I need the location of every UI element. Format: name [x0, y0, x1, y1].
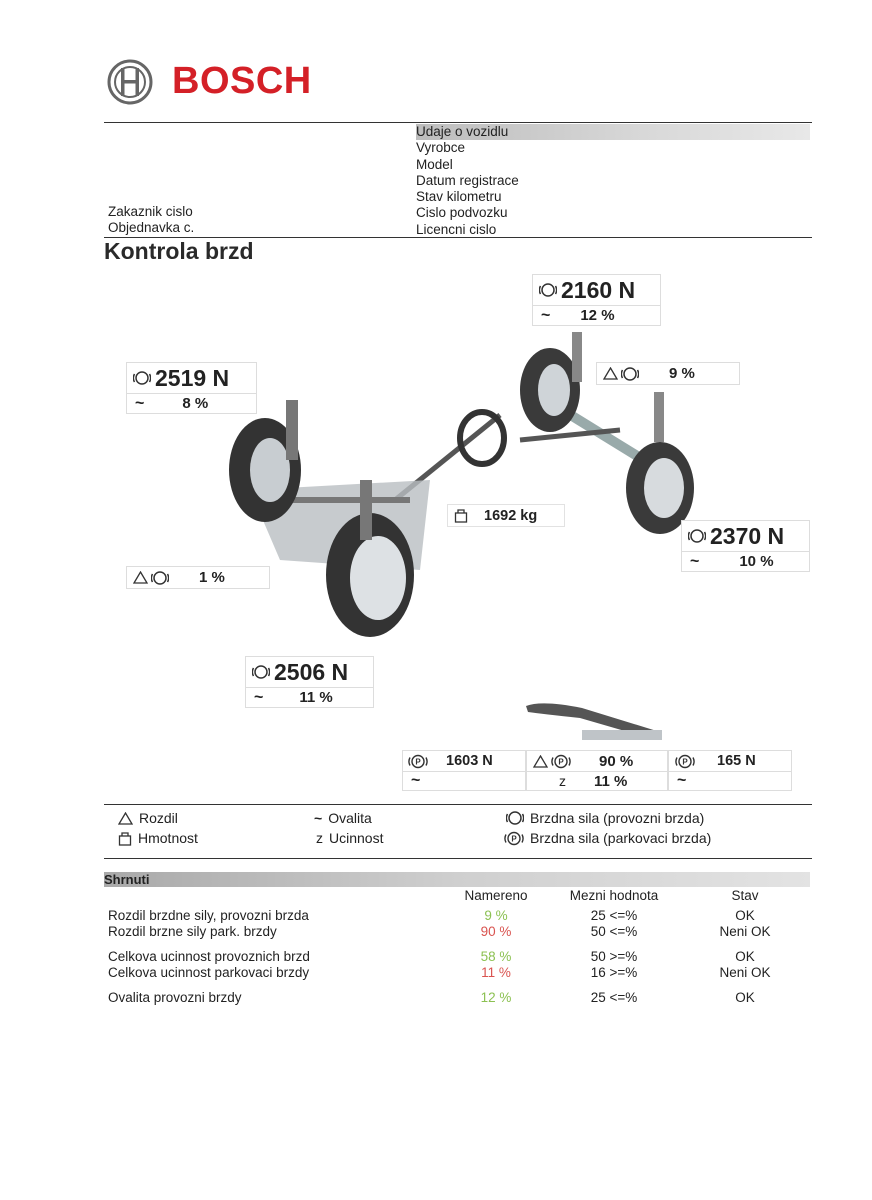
vehicle-weight: 1692 kg: [484, 507, 538, 524]
rear-left-ovality: 12 %: [580, 307, 615, 324]
legend-diff-label: Rozdil: [139, 810, 178, 826]
difference-icon: [118, 812, 133, 825]
front-left-ovality: 8 %: [182, 395, 209, 412]
weight-panel: [447, 504, 565, 527]
ovality-icon: ~: [135, 394, 145, 412]
parking-brake-icon: [504, 831, 524, 846]
legend-diff: [118, 810, 178, 826]
summary-row-status: OK: [735, 908, 755, 923]
summary-row-label: Rozdil brzne sily park. brzdy: [108, 924, 277, 939]
summary-row-status: Neni OK: [719, 924, 771, 939]
front-right-wheel-panel: [245, 656, 374, 708]
summary-row-limit: 50 >=%: [590, 949, 638, 964]
front-axle-diff-panel: [126, 566, 270, 589]
service-brake-icon: [133, 371, 151, 385]
legend-efficiency-label: Ucinnost: [329, 830, 384, 846]
summary-row-measured: 90 %: [480, 924, 512, 939]
customer-number-label: Zakaznik cislo: [108, 204, 193, 219]
ovality-icon: ~: [411, 772, 421, 789]
service-brake-icon: [539, 283, 557, 297]
summary-row-label: Celkova ucinnost provoznich brzd: [108, 949, 310, 964]
ovality-icon: ~: [254, 688, 264, 706]
brand-name: BOSCH: [172, 60, 312, 102]
vehicle-field: Model: [416, 156, 453, 172]
summary-col-limit: Mezni hodnota: [569, 888, 659, 903]
vehicle-field: Vyrobce: [416, 140, 466, 156]
rear-left-wheel-panel: [532, 274, 661, 326]
parking-brake-icon: [675, 754, 695, 769]
rear-left-force: 2160 N: [561, 276, 636, 303]
summary-row-measured: 12 %: [480, 990, 512, 1005]
summary-row-limit: 16 >=%: [590, 965, 638, 980]
weight-icon: [454, 508, 468, 523]
parking-efficiency-panel: [526, 771, 668, 791]
legend-weight: [118, 830, 198, 846]
service-brake-icon: [621, 367, 639, 381]
summary-row-status: Neni OK: [719, 965, 771, 980]
parking-left-force-panel: [402, 750, 526, 772]
legend-ovality-label: Ovalita: [328, 810, 372, 826]
front-axle-diff: 1 %: [199, 569, 225, 586]
service-brake-icon: [688, 529, 706, 543]
front-left-wheel-panel: [126, 362, 257, 414]
summary-row-measured: 9 %: [484, 908, 508, 923]
summary-row-label: Celkova ucinnost parkovaci brzdy: [108, 965, 310, 980]
weight-icon: [118, 831, 132, 846]
vehicle-info-header: Udaje o vozidlu: [416, 124, 810, 140]
parking-left-force: 1603 N: [446, 753, 493, 769]
front-right-force: 2506 N: [274, 658, 349, 685]
summary-row-limit: 50 <=%: [590, 924, 638, 939]
parking-diff: 90 %: [599, 752, 634, 770]
difference-icon: [603, 367, 618, 380]
service-brake-icon: [252, 665, 270, 679]
summary-row-limit: 25 <=%: [590, 908, 638, 923]
svg-text:P: P: [415, 757, 421, 766]
ovality-icon: ~: [677, 772, 687, 789]
vehicle-field: Datum registrace: [416, 172, 519, 188]
svg-text:P: P: [682, 757, 688, 766]
legend-ovality: [314, 810, 372, 826]
summary-row-measured: 11 %: [481, 965, 511, 980]
vehicle-field: Cislo podvozku: [416, 205, 508, 221]
parking-diff-panel: [526, 750, 668, 772]
legend-parking-force-label: Brzdna sila (parkovaci brzda): [530, 830, 712, 846]
legend-parking-force: [504, 830, 711, 846]
parking-left-ovality-panel: [402, 771, 526, 791]
vehicle-field: Stav kilometru: [416, 189, 502, 205]
svg-text:P: P: [558, 757, 564, 766]
ovality-icon: ~: [541, 306, 551, 324]
parking-right-ovality-panel: [668, 771, 792, 791]
legend-weight-label: Hmotnost: [138, 830, 198, 846]
bosch-logo-icon: [106, 58, 154, 106]
summary-row-limit: 25 <=%: [590, 990, 638, 1005]
rear-right-force: 2370 N: [710, 522, 785, 549]
rear-axle-diff: 9 %: [669, 365, 695, 382]
rear-right-ovality: 10 %: [739, 553, 774, 570]
front-left-force: 2519 N: [155, 364, 230, 391]
ovality-icon: ~: [690, 552, 700, 570]
efficiency-symbol: z: [559, 773, 566, 789]
rear-axle-diff-panel: [596, 362, 740, 385]
difference-icon: [533, 755, 548, 768]
summary-col-status: Stav: [731, 888, 759, 903]
summary-row-status: OK: [735, 949, 755, 964]
difference-icon: [133, 571, 148, 584]
vehicle-info: [416, 124, 810, 238]
summary-row-label: Rozdil brzdne sily, provozni brzda: [108, 908, 309, 923]
order-number-label: Objednavka c.: [108, 220, 195, 235]
summary-header: Shrnuti: [104, 872, 810, 887]
parking-brake-icon: [551, 754, 571, 769]
front-right-ovality: 11 %: [299, 689, 333, 706]
legend-efficiency: [316, 830, 383, 846]
ovality-icon: ~: [314, 810, 323, 826]
summary-row-measured: 58 %: [480, 949, 512, 964]
summary-row-status: OK: [735, 990, 755, 1005]
service-brake-icon: [151, 571, 169, 585]
summary-col-measured: Namereno: [464, 888, 528, 903]
summary-row-label: Ovalita provozni brzdy: [108, 990, 242, 1005]
parking-brake-icon: [408, 754, 428, 769]
svg-text:P: P: [511, 834, 517, 843]
rear-right-wheel-panel: [681, 520, 810, 572]
page-title: Kontrola brzd: [104, 238, 254, 264]
parking-efficiency: 11 %: [594, 772, 628, 790]
parking-brake-lever-icon: [522, 696, 666, 746]
legend-service-force: [506, 810, 704, 826]
parking-right-force: 165 N: [717, 753, 756, 769]
parking-right-force-panel: [668, 750, 792, 772]
efficiency-symbol: z: [316, 830, 323, 846]
service-brake-icon: [506, 811, 524, 825]
vehicle-field: Licencni cislo: [416, 221, 497, 237]
legend-service-force-label: Brzdna sila (provozni brzda): [530, 810, 705, 826]
